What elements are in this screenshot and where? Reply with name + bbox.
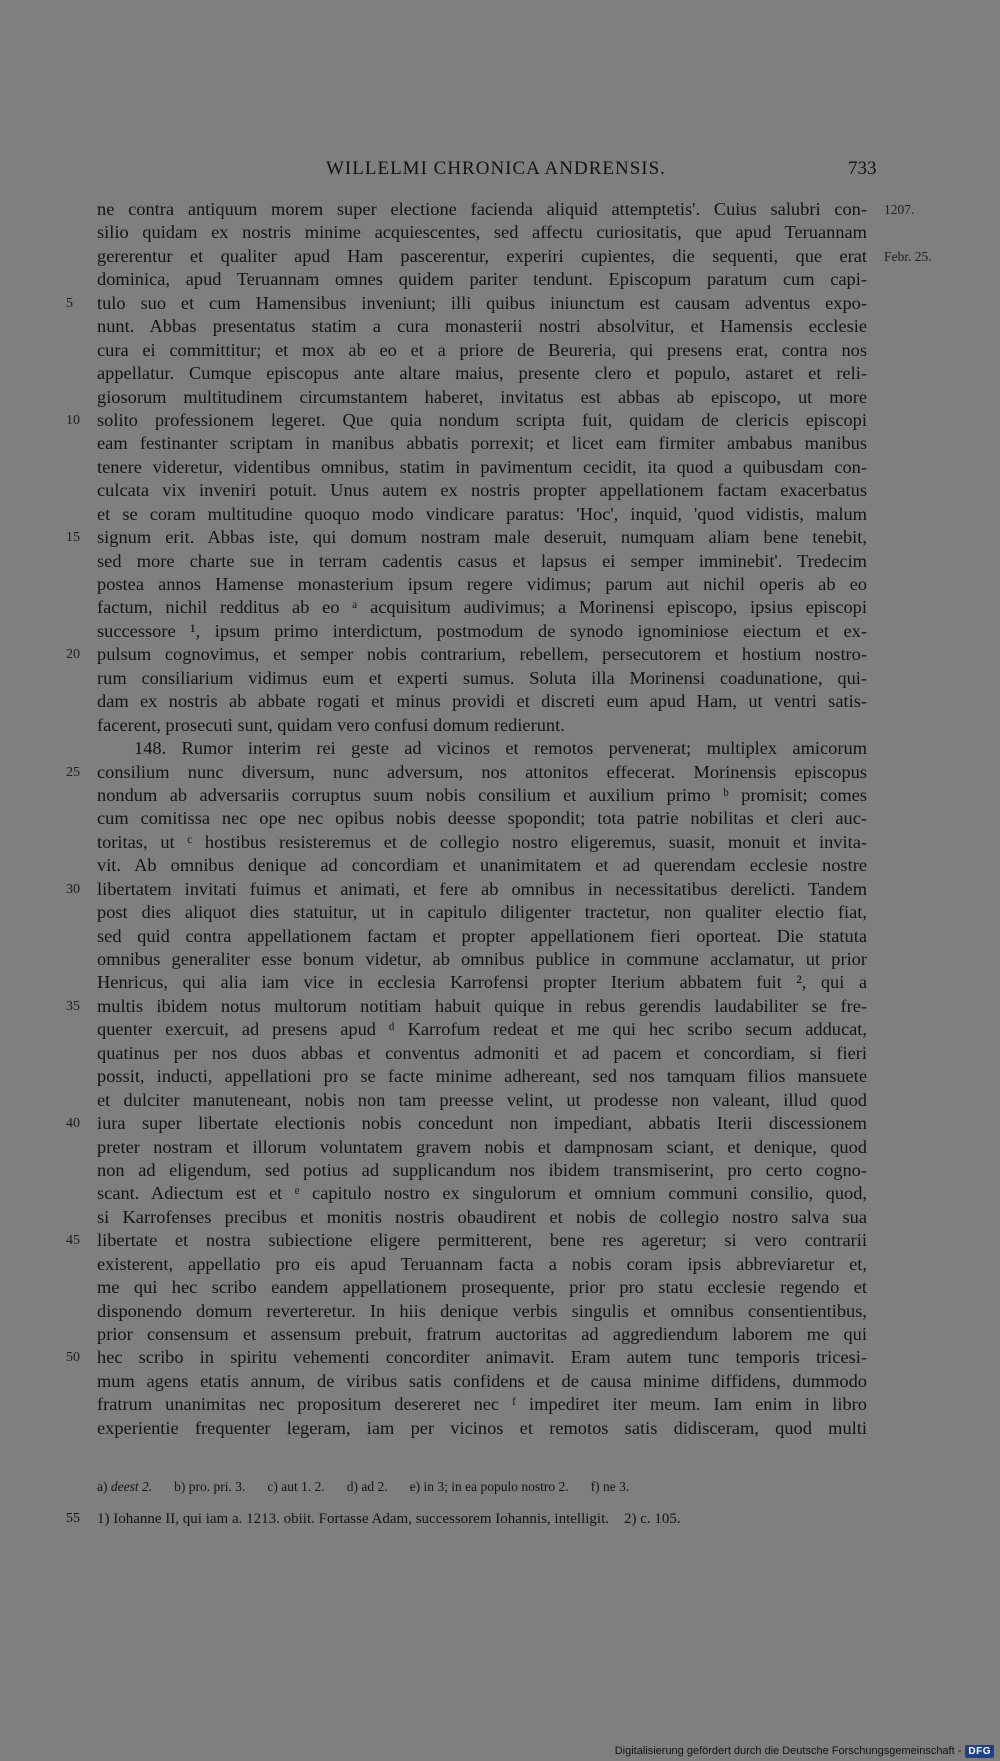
text-line: [0, 1182, 1000, 1205]
line-text: facerent, prosecuti sunt, quidam vero confusi domum redierunt.: [97, 714, 565, 735]
line-text: libertate et nostra subiectione eligere permitterent, bene res ageretur; si vero contrarii: [97, 1230, 867, 1251]
text-line: [0, 268, 1000, 291]
text-line: [0, 245, 1000, 268]
text-line: [0, 831, 1000, 854]
line-text: quenter exercuit, ad presens apud ᵈ Karrofum redeat et me qui hec scribo secum adducat,: [97, 1019, 867, 1040]
line-number: 45: [66, 1233, 80, 1249]
line-text: tulo suo et cum Hamensibus inveniunt; illi quibus iniunctum est causam adventus expo-: [97, 292, 867, 313]
line-text: mum agens etatis annum, de viribus satis confidens et de causa minime diffidens, dummodo: [97, 1370, 867, 1391]
line-text: sed more charte sue in terram cadentis casus et lapsus ei semper imminebit'. Tredecim: [97, 550, 867, 571]
text-line: [0, 971, 1000, 994]
line-text: experientie frequenter legeram, iam per vicinos et remotos satis didisceram, quod multi: [97, 1417, 867, 1438]
margin-date: Febr. 25.: [884, 248, 932, 264]
line-text: Henricus, qui alia iam vice in ecclesia Karrofensi propter Iterium abbatem fuit ², qui a: [97, 972, 867, 993]
text-line: [0, 1393, 1000, 1416]
line-text: postea annos Hamense monasterium ipsum regere vidimus; parum aut nichil operis ab eo: [97, 574, 867, 594]
line-text: gererentur et qualiter apud Ham pascerentur, experiri cupientes, die sequenti, que erat: [97, 245, 867, 266]
line-number: 10: [66, 412, 80, 428]
footnote-mark: a): [97, 1479, 108, 1494]
running-title: WILLELMI CHRONICA ANDRENSIS.: [326, 158, 666, 179]
text-line: [0, 1112, 1000, 1135]
text-line: [0, 1276, 1000, 1299]
text-line: [0, 1229, 1000, 1252]
footnote-mark: b): [174, 1479, 186, 1494]
line-text: preter nostram et illorum voluntatem gravem nobis et dampnosam sciant, et denique, quod: [97, 1136, 867, 1157]
line-text: appellatur. Cumque episcopus ante altare maius, presente clero et populo, astaret et reli-: [97, 363, 867, 384]
text-line: [0, 221, 1000, 244]
dfg-logo: DFG: [965, 1745, 994, 1758]
text-line: [0, 596, 1000, 619]
footnote: [267, 1479, 324, 1494]
line-text: omnibus generaliter esse bonum videtur, ab omnibus publice in commune acclamatur, ut prior: [97, 949, 867, 969]
text-line: [0, 620, 1000, 643]
line-text: existerent, appellatio pro eis apud Teruannam facta a nobis coram ipsis abbreviaretur et,: [97, 1253, 867, 1274]
line-text: dominica, apud Teruannam omnes quidem pariter tendunt. Episcopum paratum cum capi-: [97, 269, 867, 290]
line-text: non ad eligendum, sed potius ad supplicandum nos ibidem transmiserint, pro certo cogno-: [97, 1159, 867, 1180]
digitization-credit-text: Digitalisierung gefördert durch die Deutsche Forschungsgemeinschaft -: [614, 1745, 962, 1757]
text-line: [0, 948, 1000, 971]
text-line: [0, 901, 1000, 924]
explanatory-notes-text: 1) Iohanne II, qui iam a. 1213. obiit. Fortasse Adam, successorem Iohannis, intelligit. 2) c. 105.: [97, 1511, 681, 1527]
line-text: fratrum unanimitas nec propositum desereret nec ᶠ impediret iter meum. Iam enim in libro: [97, 1394, 867, 1415]
text-line: [0, 1089, 1000, 1112]
line-text: hec scribo in spiritu vehementi concorditer animavit. Eram autem tunc temporis tricesi-: [97, 1347, 867, 1368]
text-line: [0, 1206, 1000, 1229]
footnote: [347, 1479, 388, 1494]
line-text: post dies aliquot dies statuitur, ut in capitulo diligenter tractetur, non qualiter electio fiat,: [97, 902, 867, 923]
line-text: culcata vix inveniri potuit. Unus autem ex nostris propter appellationem factam exacerbatus: [97, 480, 867, 501]
text-line: [0, 784, 1000, 807]
line-text: et dulciter manuteneant, nobis non tam preesse velint, ut prodesse non valeant, illud quod: [97, 1089, 867, 1110]
margin-date: 1207.: [884, 202, 915, 217]
text-line: [0, 854, 1000, 877]
line-text: libertatem invitati fuimus et animati, et fere ab omnibus in necessitatibus derelicti. Tandem: [97, 878, 867, 899]
line-text: silio quidam ex nostris minime acquiescentes, sed affectu curiositatis, que apud Teruannam: [97, 222, 867, 243]
footnote-text: in 3; in ea populo nostro 2.: [423, 1479, 569, 1494]
line-text: consilium nunc diversum, nunc adversum, nos attonitos effecerat. Morinensis episcopus: [97, 761, 867, 782]
footnote-mark: d): [346, 1479, 358, 1494]
line-number: 5: [66, 295, 73, 311]
line-text: dam ex nostris ab abbate rogati et minus providi et discreti eum apud Ham, ut ventri satis-: [97, 691, 867, 712]
line-number: 15: [66, 530, 80, 546]
line-number: 55: [66, 1511, 80, 1526]
footnote-text: aut 1. 2.: [281, 1479, 325, 1494]
line-text: factum, nichil redditus ab eo ᵃ acquisitum audivimus; a Morinensi episcopo, ipsius episcopi: [97, 597, 867, 618]
text-line: [0, 878, 1000, 901]
digitization-credit: [615, 1743, 994, 1759]
footnote: [591, 1479, 630, 1494]
line-text: 148. Rumor interim rei geste ad vicinos et remotos pervenerat; multiplex amicorum: [134, 738, 867, 759]
line-text: signum erit. Abbas iste, qui domum nostram male deseruit, numquam aliam bene tenebit,: [97, 527, 867, 548]
text-line: [0, 1253, 1000, 1276]
text-line: [0, 386, 1000, 409]
text-line: [0, 409, 1000, 432]
text-line: [0, 1300, 1000, 1323]
line-text: nondum ab adversariis corruptus suum nobis consilium et auxilium primo ᵇ promisit; comes: [97, 784, 867, 805]
line-number: 30: [66, 881, 80, 897]
text-line: [0, 479, 1000, 502]
line-text: rum consiliarium vidimus eum et experti sumus. Soluta illa Morinensi coadunatione, qui-: [97, 667, 867, 688]
line-number: 50: [66, 1350, 80, 1366]
text-line: [0, 1065, 1000, 1088]
line-text: multis ibidem notus multorum notitiam habuit quique in rebus gerendis laudabiliter se fre-: [97, 995, 867, 1016]
footnote: [410, 1479, 569, 1494]
text-line: [0, 362, 1000, 385]
footnote-text: ne 3.: [603, 1479, 630, 1494]
text-line: [0, 995, 1000, 1018]
line-text: quatinus per nos duos abbas et conventus admoniti et ad pacem et concordiam, si fieri: [97, 1042, 867, 1063]
text-line: [0, 315, 1000, 338]
text-line: [0, 714, 1000, 737]
text-line: [0, 526, 1000, 549]
line-text: nunt. Abbas presentatus statim a cura monasterii nostri absolvitur, et Hamensis ecclesie: [97, 316, 867, 337]
line-text: si Karrofenses precibus et monitis nostris obaudirent et nobis de collegio nostro salva sua: [97, 1206, 867, 1227]
page-header: [0, 158, 1000, 188]
line-text: possit, inducti, appellationi pro se facte minime adhereant, sed nos tamquam filios mansuete: [97, 1066, 867, 1087]
text-line: [0, 1370, 1000, 1393]
text-line: [0, 573, 1000, 596]
line-text: scant. Adiectum est et ᵉ capitulo nostro ex singulorum et omnium communi consilio, quod,: [97, 1183, 867, 1204]
text-line: [0, 807, 1000, 830]
text-line: [0, 1018, 1000, 1041]
text-line: [0, 292, 1000, 315]
footnote: [174, 1479, 245, 1494]
line-text: prior consensum et assensum prebuit, fratrum auctoritas ad aggrediendum laborem me qui: [97, 1324, 867, 1344]
footnote-text: deest 2.: [110, 1479, 153, 1494]
text-line: [0, 1136, 1000, 1159]
explanatory-notes: [0, 1511, 1000, 1533]
text-line: [0, 925, 1000, 948]
line-text: cura ei committitur; et mox ab eo et a priore de Beureria, qui presens erat, contra nos: [97, 339, 867, 360]
text-line: [0, 1159, 1000, 1182]
body-text: [0, 198, 1000, 1440]
text-line: [0, 667, 1000, 690]
line-text: solito professionem legeret. Que quia nondum scripta fuit, quidam de clericis episcopi: [97, 409, 867, 430]
line-number: 40: [66, 1116, 80, 1132]
text-line: [0, 550, 1000, 573]
line-number: 35: [66, 998, 80, 1014]
line-text: vit. Ab omnibus denique ad concordiam et unanimitatem et ad querendam ecclesie nostre: [97, 855, 867, 876]
line-text: toritas, ut ᶜ hostibus resisteremus et de collegio nostro eligeremus, suasit, monuit et invita-: [97, 831, 867, 852]
text-line: [0, 339, 1000, 362]
footnote-mark: c): [267, 1479, 278, 1494]
line-text: sed quid contra appellationem factam et propter appellationem fieri oporteat. Die statuta: [97, 925, 867, 946]
text-line: [0, 1417, 1000, 1440]
critical-apparatus: [97, 1479, 867, 1495]
footnote-mark: f): [590, 1479, 600, 1494]
line-number: 20: [66, 647, 80, 663]
text-line: [0, 198, 1000, 221]
text-line: [0, 690, 1000, 713]
line-number: 25: [66, 764, 80, 780]
text-line: [0, 643, 1000, 666]
line-text: eam festinanter scriptam in manibus abbatis porrexit; et licet eam firmiter ambabus manibus: [97, 433, 867, 454]
text-line: [0, 456, 1000, 479]
text-line: [0, 761, 1000, 784]
line-text: et se coram multitudine quoquo modo vindicare paratus: 'Hoc', inquid, 'quod vidistis, malum: [97, 503, 867, 524]
line-text: pulsum cognovimus, et semper nobis contrarium, rebellem, persecutorem et hostium nostro-: [97, 644, 867, 665]
line-text: iura super libertate electionis nobis concedunt non impediant, abbatis Iterii discessionem: [97, 1113, 867, 1134]
page-number: 733: [848, 158, 877, 179]
footnote-text: ad 2.: [361, 1479, 388, 1494]
text-line: [0, 1346, 1000, 1369]
text-line: [0, 1323, 1000, 1346]
line-text: cum comitissa nec ope nec opibus nobis deesse spopondit; tota patrie nobilitas et cleri auc-: [97, 808, 867, 829]
line-text: successore ¹, ipsum primo interdictum, postmodum de synodo ignominiose eiectum et ex-: [97, 620, 867, 641]
line-text: disponendo domum reverteretur. In hiis denique verbis singulis et omnibus consentientibus,: [97, 1300, 867, 1321]
footnote-text: pro. pri. 3.: [188, 1479, 246, 1494]
footnote: [97, 1479, 152, 1494]
text-line: [0, 737, 1000, 760]
line-text: me qui hec scribo eandem appellationem prosequente, prior pro statu ecclesie regendo et: [97, 1277, 867, 1298]
line-text: giosorum multitudinem circumstantem haberet, invitatus est abbas ab episcopo, ut more: [97, 386, 867, 407]
text-line: [0, 503, 1000, 526]
text-line: [0, 1042, 1000, 1065]
text-line: [0, 432, 1000, 455]
footnote-mark: e): [409, 1479, 421, 1494]
line-text: ne contra antiquum morem super electione facienda aliquid attemptetis'. Cuius salubri con-: [97, 199, 867, 219]
line-text: tenere videretur, videntibus omnibus, statim in pavimentum cecidit, ita quod a quibusdam con-: [97, 456, 867, 477]
